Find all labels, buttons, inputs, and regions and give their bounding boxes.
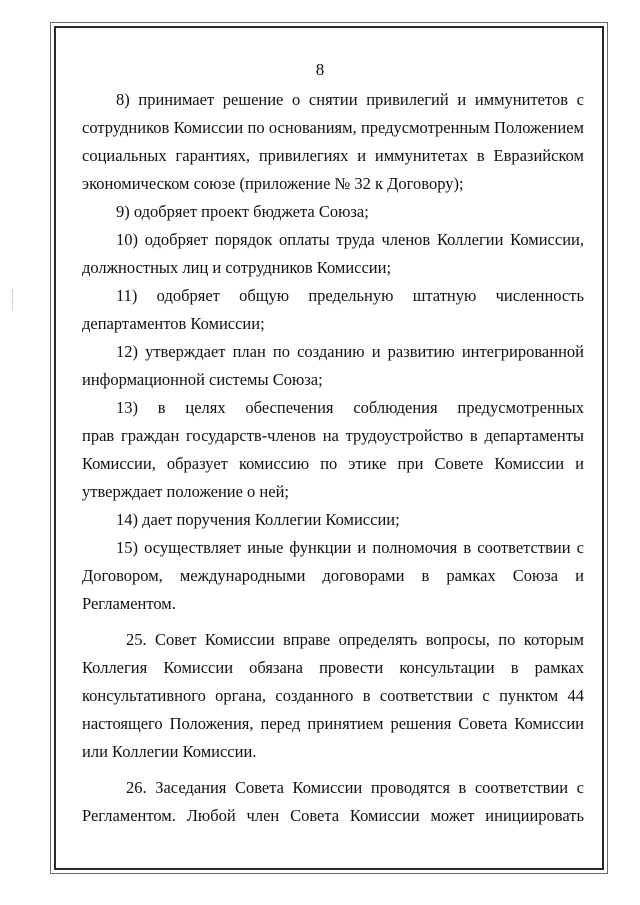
text-line: Договором, международными договорами в рамках Союза и bbox=[82, 566, 584, 585]
text-line: или Коллегии Комиссии. bbox=[82, 742, 257, 761]
document-body bbox=[82, 86, 584, 830]
item-8 bbox=[82, 86, 584, 198]
text-line: 10) одобряет порядок оплаты труда членов Коллегии Комиссии, bbox=[116, 230, 584, 249]
text-line: экономическом союзе (приложение № 32 к Договору); bbox=[82, 174, 464, 193]
text-line: сотрудников Комиссии по основаниям, предусмотренным Положением bbox=[82, 118, 584, 137]
text-line: 13) в целях обеспечения соблюдения предусмотренных bbox=[116, 398, 584, 417]
page-number: 8 bbox=[315, 60, 325, 79]
clause-25 bbox=[82, 626, 584, 766]
text-line: Коллегия Комиссии обязана провести консультации в рамках bbox=[82, 658, 584, 677]
text-line: 12) утверждает план по созданию и развитию интегрированной bbox=[116, 342, 584, 361]
item-15 bbox=[82, 534, 584, 618]
item-14 bbox=[82, 506, 584, 534]
text-line: департаментов Комиссии; bbox=[82, 314, 265, 333]
text-line: утверждает положение о ней; bbox=[82, 482, 289, 501]
text-line: должностных лиц и сотрудников Комиссии; bbox=[82, 258, 392, 277]
text-line: информационной системы Союза; bbox=[82, 370, 323, 389]
item-9 bbox=[82, 198, 584, 226]
text-line: 9) одобряет проект бюджета Союза; bbox=[116, 202, 369, 221]
text-line: социальных гарантиях, привилегиях и иммунитетах в Евразийском bbox=[82, 146, 584, 165]
text-line: 8) принимает решение о снятии привилегий и иммунитетов с bbox=[116, 90, 584, 109]
text-line: консультативного органа, созданного в соответствии с пунктом 44 bbox=[82, 686, 584, 705]
text-line: прав граждан государств-членов на трудоустройство в департаменты bbox=[82, 426, 584, 445]
text-line: 26. Заседания Совета Комиссии проводятся в соответствии с bbox=[126, 778, 584, 797]
text-line: 25. Совет Комиссии вправе определять вопросы, по которым bbox=[126, 630, 584, 649]
text-line: 11) одобряет общую предельную штатную численность bbox=[116, 286, 584, 305]
text-line: Регламентом. bbox=[82, 594, 176, 613]
item-13 bbox=[82, 394, 584, 506]
text-line: Комиссии, образует комиссию по этике при Совете Комиссии и bbox=[82, 454, 584, 473]
text-line: Регламентом. Любой член Совета Комиссии может инициировать bbox=[82, 806, 584, 825]
item-11 bbox=[82, 282, 584, 338]
text-line: 15) осуществляет иные функции и полномочия в соответствии с bbox=[116, 538, 584, 557]
text-line: настоящего Положения, перед принятием решения Совета Комиссии bbox=[82, 714, 584, 733]
text-line: 14) дает поручения Коллегии Комиссии; bbox=[116, 510, 400, 529]
clause-26 bbox=[82, 774, 584, 830]
scan-margin-mark bbox=[12, 290, 14, 310]
item-10 bbox=[82, 226, 584, 282]
item-12 bbox=[82, 338, 584, 394]
